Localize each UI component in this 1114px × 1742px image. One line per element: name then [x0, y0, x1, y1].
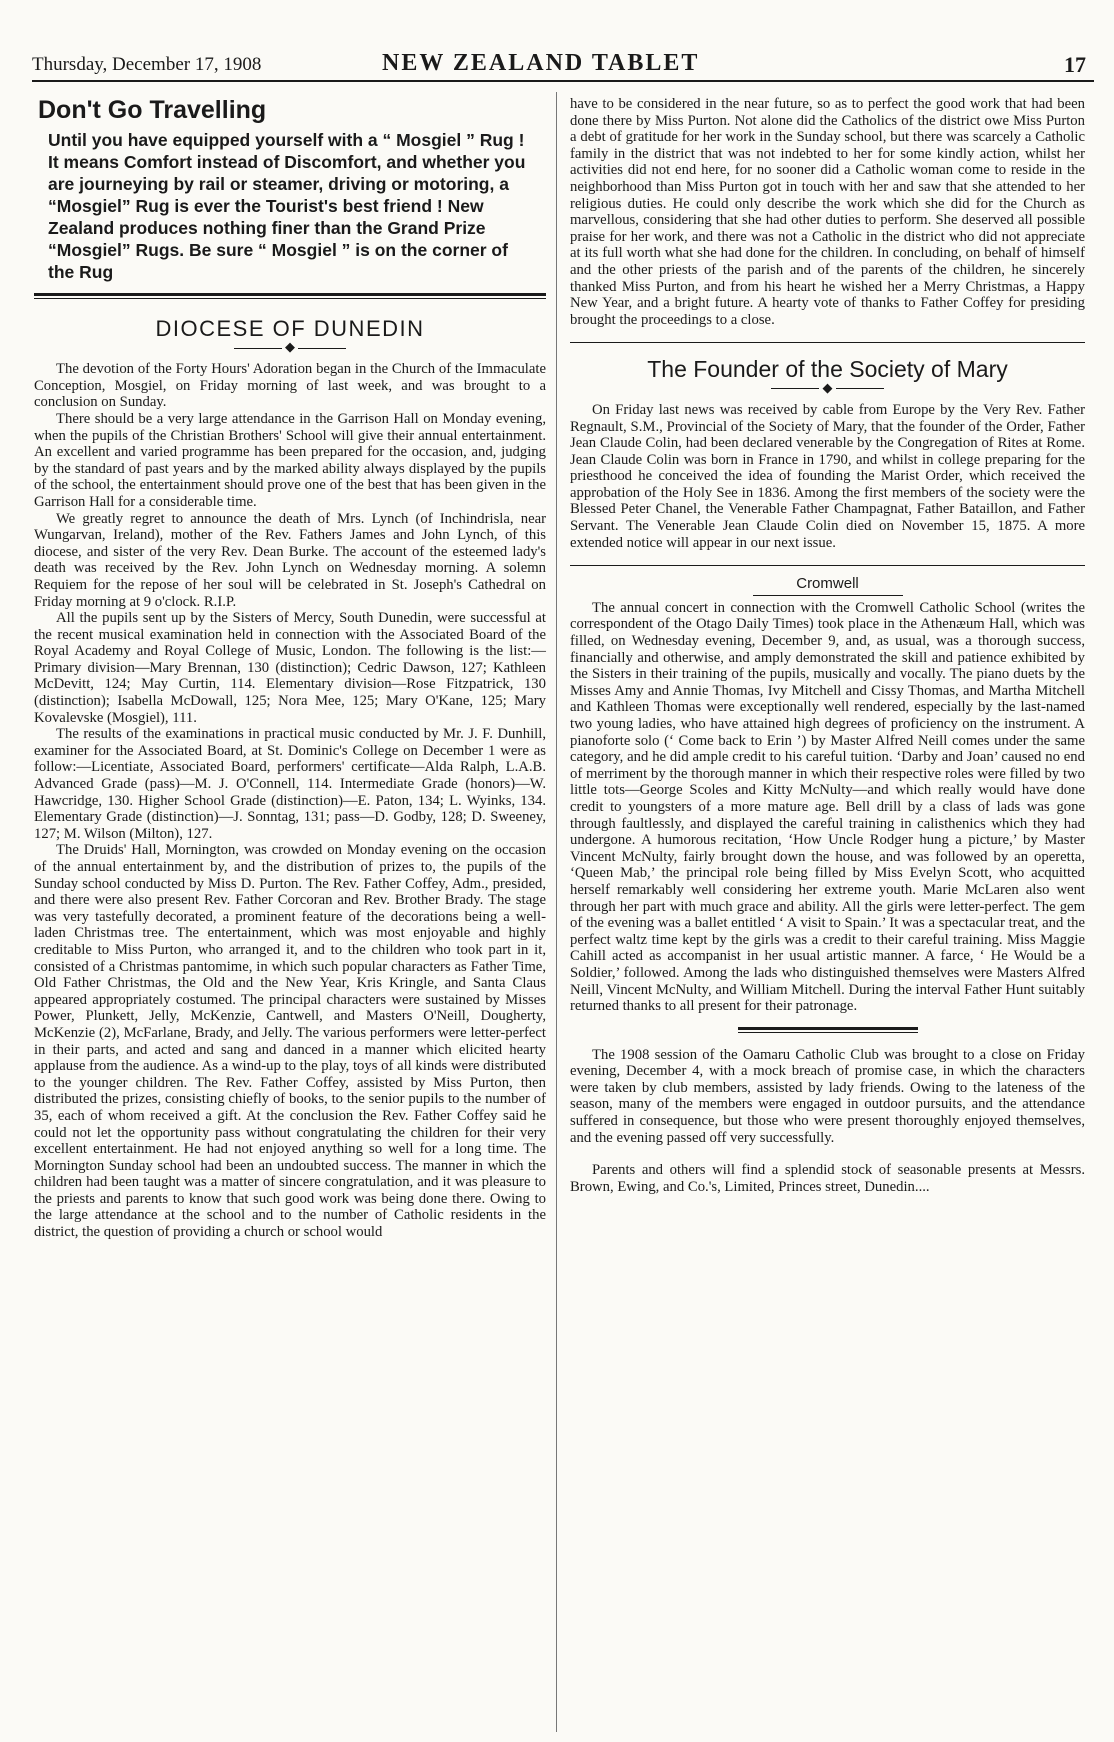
dunedin-paragraph: The results of the examinations in practical music conducted by Mr. J. F. Dunhill, examiner for the Associated Board, at St. Dominic's College on December 1 were as follow:—Licentiate, Associated Board, performers' certificate—Alda Ralph, L.A.B. Advanced Grade (pass)—M. J. O'Connell, 114. Intermediate Grade (honors)—W. Hawcridge, 130. Higher School Grade (distinction)—E. Paton, 134; L. Wyinks, 134. Elementary Grade (distinction)—J. Sonntag, 131; pass—D. Godby, 128; D. Sweeney, 127; M. Wilson (Milton), 127. [34, 726, 546, 842]
cromwell-heading: Cromwell [796, 575, 859, 593]
paper-title: NEW ZEALAND TABLET [382, 50, 700, 76]
ornament-divider: ◆ [570, 382, 1085, 394]
founder-heading: The Founder of the Society of Mary [647, 356, 1008, 383]
continuation-paragraph: have to be considered in the near future, so as to perfect the good work that had been done there by Miss Purton. Not alone did the Catholics of the district owe Miss Purton a debt of gratitude for her work in the Sunday school, but there was scarcely a Catholic family in the district that was not indebted to her for some kindly action, whilst her activities did not end here, for no sooner did a Catholic woman come to reside in the neighborhood than Miss Purton got in touch with her and saw that she attended to her religious duties. He could only describe the work which she did for the Church as marvellous, considering that she had other duties to perform. She deserved all possible praise for her work, and there was not a Catholic in the district who did not appreciate at its full worth what she had done for the children. In concluding, on behalf of himself and the other priests of the parish and of the parents of the children, he sincerely thanked Miss Purton, and from his heart he wished her a Merry Christmas, a Happy New Year, and a bright future. A hearty vote of thanks to Father Coffey for presiding brought the proceedings to a close. [570, 96, 1085, 328]
dunedin-paragraph: All the pupils sent up by the Sisters of Mercy, South Dunedin, were successful at the recent musical examination held in connection with the Associated Board of the Royal Academy and Royal College of Music, London. The following is the list:—Primary division—Mary Brennan, 130 (distinction); Cedric Dawson, 127; Kathleen McDevitt, 124; May Curtin, 114. Elementary division—Rose Fitzpatrick, 130 (distinction); Isabella McDowall, 125; Nora Mee, 125; Mary O'Kane, 125; Mary Kovalevske (Mosgiel), 111. [34, 610, 546, 726]
column-divider [556, 92, 557, 1732]
advert-body: Until you have equipped yourself with a “ Mosgiel ” Rug ! It means Comfort instead of Discomfort, and whether you are journeying by rail or steamer, driving or motoring, a “Mosgiel” Rug is ever the Tourist's best friend ! New Zealand produces nothing finer than the Grand Prize “Mosgiel” Rugs. Be sure “ Mosgiel ” is on the corner of the Rug [48, 129, 526, 282]
notice-paragraph: Parents and others will find a splendid stock of seasonable presents at Messrs. Brown, Ewing, and Co.'s, Limited, Princes street, Dunedin.... [570, 1162, 1085, 1195]
cromwell-paragraph: The annual concert in connection with the Cromwell Catholic School (writes the correspondent of the Otago Daily Times) took place in the Athenæum Hall, which was filled, on Wednesday evening, December 9, and, as usual, was a thorough success, financially and otherwise, and amply demonstrated the skill and patience exhibited by the Sisters in their training of the pupils, musically and vocally. The piano duets by the Misses Amy and Annie Thomas, Ivy Mitchell and Cissy Thomas, and Martha Mitchell and Kathleen Thomas were exceptionally well rendered, especially by the last-named two young ladies, who have attained high degrees of proficiency on the instrument. A pianoforte solo (‘ Come back to Erin ’) by Master Alfred Neill comes under the same category, and he did ample credit to his careful tuition. ‘Darby and Joan’ caused no end of merriment by the thorough manner in which their respective roles were filled by two little tots—George Scoles and Kitty McNulty—and which really would have done credit to youngsters of a more mature age. Bell drill by a class of lads was gone through faultlessly, and displayed the careful training in calisthenics which they had undergone. A humorous recitation, ‘How Uncle Rodger hung a picture,’ by Master Vincent McNulty, fairly brought down the house, and was followed by an operetta, ‘Queen Mab,’ the principal role being filled by Miss Evelyn Scott, who acquitted herself remarkably well considering her extreme youth. Marie McLaren also went through her part with much grace and ability. All the girls were letter-perfect. The gem of the evening was a ballet entitled ‘ A visit to Spain.’ It was a spectacular treat, and the perfect waltz time kept by the girls was a credit to their careful training. Miss Maggie Cahill acted as accompanist in her usual artistic manner. A farce, ‘ He Would be a Soldier,’ followed. Among the lads who distinguished themselves were Masters Alfred Neill, Vincent McNulty, and William Mitchell. During the interval Father Hunt suitably returned thanks to all present for their patronage. [570, 599, 1085, 1015]
dunedin-paragraph: There should be a very large attendance in the Garrison Hall on Monday evening, when the pupils of the Christian Brothers' School will give their annual entertainment. An excellent and varied programme has been prepared for the occasion, and, judging by the standard of past years and by the marked ability always displayed by the pupils of the school, the entertainment should prove one of the best that has been given in the Garrison Hall for a considerable time. [34, 410, 546, 510]
left-column [34, 96, 546, 1241]
section-rule [570, 565, 1085, 566]
dunedin-heading: DIOCESE OF DUNEDIN [155, 315, 425, 341]
right-column [570, 96, 1085, 1195]
page-number: 17 [1064, 52, 1086, 77]
dunedin-paragraph: The devotion of the Forty Hours' Adoration began in the Church of the Immaculate Conception, Mosgiel, on Friday morning of last week, and was brought to a conclusion on Sunday. [34, 361, 546, 411]
masthead [32, 50, 1094, 82]
cromwell-rule [753, 595, 903, 596]
advert-rule [34, 293, 546, 299]
dunedin-paragraph: The Druids' Hall, Mornington, was crowded on Monday evening on the occasion of the annual entertainment by, and the distribution of prizes to, the pupils of the Sunday school conducted by Miss D. Purton. The Rev. Father Coffey, Adm., presided, and there were also present Rev. Father Corcoran and Rev. Brother Brady. The stage was very tastefully decorated, a prominent feature of the decorations being a well-laden Christmas tree. The entertainment, which was most enjoyable and highly creditable to Miss Purton, who arranged it, and to the children who took part in it, consisted of a Christmas pantomime, in which such popular characters as Father Time, Old Father Christmas, the Old and the New Year, Kris Kringle, and Santa Claus appeared appropriately costumed. The principal characters were sustained by Misses Power, Plunkett, Jelly, McKenzie, Cantwell, and Masters O'Neill, Dougherty, McKenzie (2), McFarlane, Brady, and Jelly. The various performers were letter-perfect in their parts, and acted and sang and danced in a manner which elicited hearty applause from the audience. As a wind-up to the play, toys of all kinds were distributed to the younger children. The Rev. Father Coffey, assisted by Miss Purton, then distributed the prizes, consisting chiefly of books, to the senior pupils to the number of 35, each of whom received a gift. At the conclusion the Rev. Father Coffey said he could not let the opportunity pass without congratulating the children for their very excellent entertainment. He had not enjoyed anything so well for a long time. The Mornington Sunday school had been an undoubted success. The manner in which the children had been taught was a matter of sincere congratulation, and it was pleasure to the priests and parents to know that such good work was being done there. Owing to the large attendance at the school and to the number of Catholic residents in the district, the question of providing a church or school would [34, 842, 546, 1241]
section-rule [570, 342, 1085, 343]
advert-title: Don't Go Travelling [38, 96, 267, 124]
founder-paragraph: On Friday last news was received by cable from Europe by the Very Rev. Father Regnault, S.M., Provincial of the Society of Mary, that the founder of the Order, Father Jean Claude Colin, had been declared venerable by the Congregation of Rites at Rome. Jean Claude Colin was born in France in 1790, and whilst in college preparing for the priesthood he conceived the idea of founding the Marist Order, which received the approbation of the Holy See in 1836. Among the first members of the society were the Blessed Peter Chanel, the Venerable Father Champagnat, Father Bataillon, and Father Servant. The Venerable Jean Claude Colin died on November 15, 1875. A more extended notice will appear in our next issue. [570, 401, 1085, 551]
oamaru-paragraph: The 1908 session of the Oamaru Catholic Club was brought to a close on Friday evening, December 4, with a mock breach of promise case, in which the characters were taken by club members, assisted by lady friends. Owing to the lateness of the season, many of the members were engaged in outdoor pursuits, and the attendance suffered in consequence, but those who were present thoroughly enjoyed themselves, and the evening passed off very successfully. [570, 1046, 1085, 1146]
dunedin-paragraph: We greatly regret to announce the death of Mrs. Lynch (of Inchindrisla, near Wungarvan, Ireland), mother of the Rev. Fathers James and John Lynch, of this diocese, and sister of the very Rev. Dean Burke. The account of the esteemed lady's death was received by the Rev. John Lynch on Wednesday morning. A solemn Requiem for the repose of her soul will be celebrated in St. Joseph's Cathedral on Friday morning at 9 o'clock. R.I.P. [34, 510, 546, 610]
double-rule [738, 1027, 918, 1033]
ornament-divider: ◆ [34, 341, 546, 353]
issue-date: Thursday, December 17, 1908 [32, 54, 262, 75]
